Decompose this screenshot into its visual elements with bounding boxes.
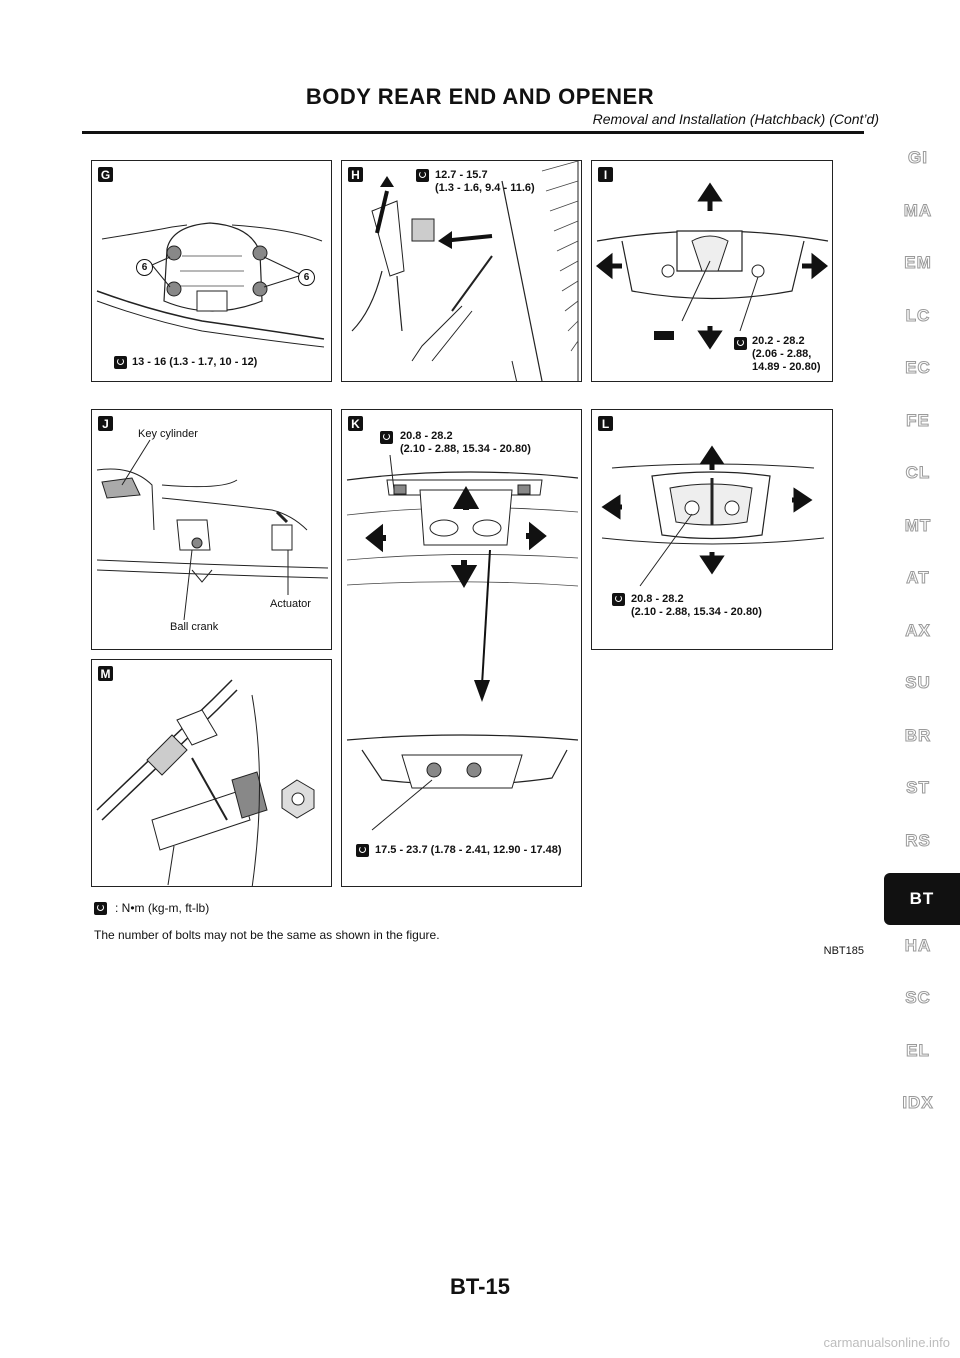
section-tab-mt[interactable]: MT	[904, 515, 932, 535]
section-tab-at[interactable]: AT	[906, 568, 930, 587]
torque-wrench-icon	[612, 593, 625, 606]
site-watermark: carmanualsonline.info	[823, 1335, 950, 1350]
panel-g-letter: G	[98, 167, 113, 182]
section-tab-lc[interactable]: LC	[905, 305, 931, 325]
figure-id: NBT185	[823, 945, 864, 957]
torque-wrench-icon	[416, 169, 429, 182]
panel-i-torque-spec: 20.2 - 28.2 (2.06 - 2.88, 14.89 - 20.80)	[752, 335, 821, 373]
section-tab-fe[interactable]: FE	[906, 410, 930, 430]
panel-g-torque-spec: 13 - 16 (1.3 - 1.7, 10 - 12)	[132, 356, 258, 368]
section-tab-ha[interactable]: HA	[904, 935, 932, 955]
section-tab-idx[interactable]: IDX	[902, 1093, 934, 1112]
panel-l-letter: L	[598, 416, 613, 431]
section-tab-el[interactable]: EL	[906, 1040, 930, 1060]
torque-wrench-icon	[114, 356, 127, 369]
panel-j-drawing	[92, 410, 332, 650]
page-subtitle: Removal and Installation (Hatchback) (Cont’d)	[592, 111, 879, 127]
header-rule	[82, 131, 864, 134]
panel-k	[341, 409, 582, 887]
panel-m-drawing	[92, 660, 332, 887]
figure-note: The number of bolts may not be the same as shown in the figure.	[94, 928, 440, 942]
panel-g-drawing	[92, 161, 332, 382]
panel-m	[91, 659, 332, 887]
ref-number-bolt-right: 6	[298, 269, 315, 286]
panel-k-torque-spec-bottom: 17.5 - 23.7 (1.78 - 2.41, 12.90 - 17.48)	[375, 844, 562, 856]
panel-h-letter: H	[348, 167, 363, 182]
panel-j-letter: J	[98, 416, 113, 431]
panel-k-drawing	[342, 410, 582, 887]
panel-i-letter: I	[598, 167, 613, 182]
panel-l	[591, 409, 833, 650]
torque-wrench-icon	[734, 337, 747, 350]
page-number: BT-15	[450, 1274, 510, 1299]
page-title: BODY REAR END AND OPENER	[305, 84, 655, 109]
section-tab-gi[interactable]: GI	[908, 148, 928, 167]
panel-k-letter: K	[348, 416, 363, 431]
section-tab-br[interactable]: BR	[904, 725, 932, 745]
section-tab-rs[interactable]: RS	[905, 830, 931, 850]
panel-j	[91, 409, 332, 650]
section-tab-em[interactable]: EM	[904, 253, 932, 272]
ref-number-bolt-left: 6	[136, 259, 153, 276]
label-key-cylinder: Key cylinder	[138, 428, 198, 440]
label-actuator: Actuator	[270, 598, 311, 610]
torque-wrench-icon	[94, 902, 107, 915]
panel-m-letter: M	[98, 666, 113, 681]
panel-k-torque-spec-top: 20.8 - 28.2 (2.10 - 2.88, 15.34 - 20.80)	[400, 430, 531, 455]
panel-g	[91, 160, 332, 382]
torque-wrench-icon	[380, 431, 393, 444]
torque-legend	[94, 901, 209, 915]
panel-l-torque-spec: 20.8 - 28.2 (2.10 - 2.88, 15.34 - 20.80)	[631, 593, 762, 618]
section-tab-st[interactable]: ST	[906, 778, 930, 797]
section-tab-ec[interactable]: EC	[905, 358, 931, 377]
section-tab-bt[interactable]: BT	[884, 873, 960, 925]
section-tab-cl[interactable]: CL	[905, 463, 931, 482]
torque-unit-label: : N•m (kg-m, ft-lb)	[115, 901, 210, 915]
label-ball-crank: Ball crank	[170, 621, 219, 633]
section-tab-ma[interactable]: MA	[903, 200, 933, 220]
panel-i	[591, 160, 833, 382]
section-tab-ax[interactable]: AX	[905, 620, 931, 640]
torque-wrench-icon	[356, 844, 369, 857]
panel-h-torque-spec: 12.7 - 15.7 (1.3 - 1.6, 9.4 - 11.6)	[435, 169, 535, 194]
section-tab-su[interactable]: SU	[905, 673, 931, 692]
section-tab-sc[interactable]: SC	[905, 988, 931, 1007]
panel-h	[341, 160, 582, 382]
